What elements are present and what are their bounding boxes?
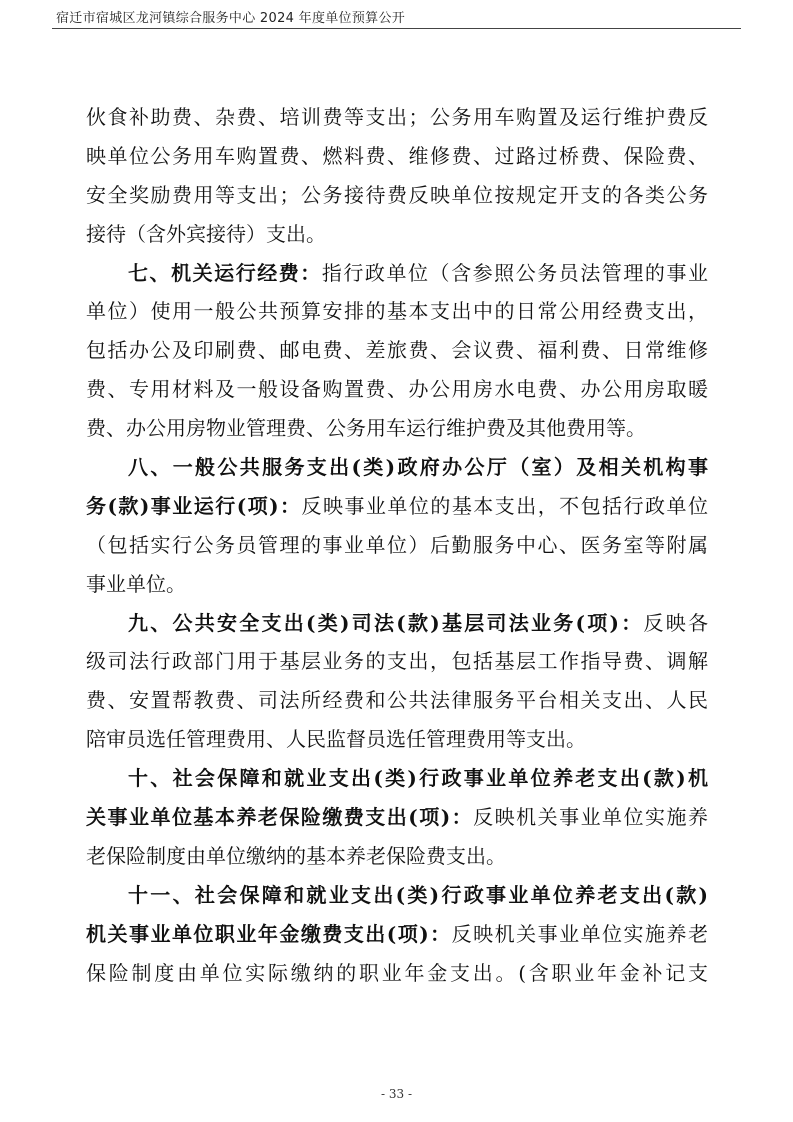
- text-line: [86, 604, 708, 643]
- section-text: 指行政单位（含参照公务员法管理的事业: [321, 260, 709, 285]
- section-heading: 七、机关运行经费：: [128, 260, 322, 285]
- text-line: 包括办公及印刷费、邮电费、差旅费、会议费、福利费、日常维修: [86, 338, 708, 363]
- paragraph-section-9: [86, 604, 708, 760]
- paragraph-continuation: [86, 98, 708, 254]
- text-line: 单位）使用一般公共预算安排的基本支出中的日常公用经费支出，: [86, 299, 708, 324]
- text-line: （包括实行公务员管理的事业单位）后勤服务中心、医务室等附属: [86, 532, 708, 557]
- section-text: 反映机关事业单位实施养老: [451, 921, 708, 946]
- page-number: - 33 -: [380, 1087, 412, 1101]
- document-body: [86, 98, 708, 992]
- text-line: [86, 487, 708, 526]
- text-line: 陪审员选任管理费用、人民监督员选任管理费用等支出。: [86, 727, 586, 752]
- document-header: 宿迁市宿城区龙河镇综合服务中心 2024 年度单位预算公开: [56, 11, 406, 26]
- text-line: [86, 254, 708, 293]
- section-heading: 八、一般公共服务支出(类)政府办公厅（室）及相关机构事: [128, 455, 708, 480]
- section-heading: 十一、社会保障和就业支出(类)行政事业单位养老支出(款): [128, 882, 708, 907]
- paragraph-section-10: [86, 759, 708, 876]
- section-text: 反映机关事业单位实施养: [473, 805, 708, 830]
- text-line: 映单位公务用车购置费、燃料费、维修费、过路过桥费、保险费、: [86, 143, 708, 168]
- paragraph-section-11: [86, 876, 708, 993]
- paragraph-section-8: [86, 448, 708, 604]
- text-line: 安全奖励费用等支出；公务接待费反映单位按规定开支的各类公务: [86, 182, 708, 207]
- text-line: 接待（含外宾接待）支出。: [86, 221, 326, 246]
- text-line: 保险制度由单位实际缴纳的职业年金支出。(含职业年金补记支: [86, 960, 708, 985]
- text-line: 老保险制度由单位缴纳的基本养老保险费支出。: [86, 843, 506, 868]
- text-line: [86, 915, 708, 954]
- text-line: 级司法行政部门用于基层业务的支出，包括基层工作指导费、调解: [86, 649, 708, 674]
- text-line: 费、办公用房物业管理费、公务用车运行维护费及其他费用等。: [86, 416, 646, 441]
- text-line: [86, 798, 708, 837]
- paragraph-section-7: [86, 254, 708, 448]
- section-text: 反映事业单位的基本支出，不包括行政单位: [301, 493, 708, 518]
- header-divider: [52, 28, 741, 29]
- text-line: 伙食补助费、杂费、培训费等支出；公务用车购置及运行维护费反: [86, 105, 708, 129]
- section-heading: 九、公共安全支出(类)司法(款)基层司法业务(项)：: [128, 610, 644, 635]
- section-heading: 十、社会保障和就业支出(类)行政事业单位养老支出(款)机: [128, 766, 708, 791]
- text-line: 费、专用材料及一般设备购置费、办公用房水电费、办公用房取暖: [86, 377, 708, 402]
- section-heading: 机关事业单位职业年金缴费支出(项)：: [86, 921, 452, 946]
- text-line: 事业单位。: [86, 571, 186, 596]
- section-heading: 务(款)事业运行(项)：: [86, 493, 302, 518]
- section-text: 反映各: [643, 610, 708, 635]
- section-heading: 关事业单位基本养老保险缴费支出(项)：: [86, 805, 474, 830]
- text-line: 费、安置帮教费、司法所经费和公共法律服务平台相关支出、人民: [86, 688, 708, 713]
